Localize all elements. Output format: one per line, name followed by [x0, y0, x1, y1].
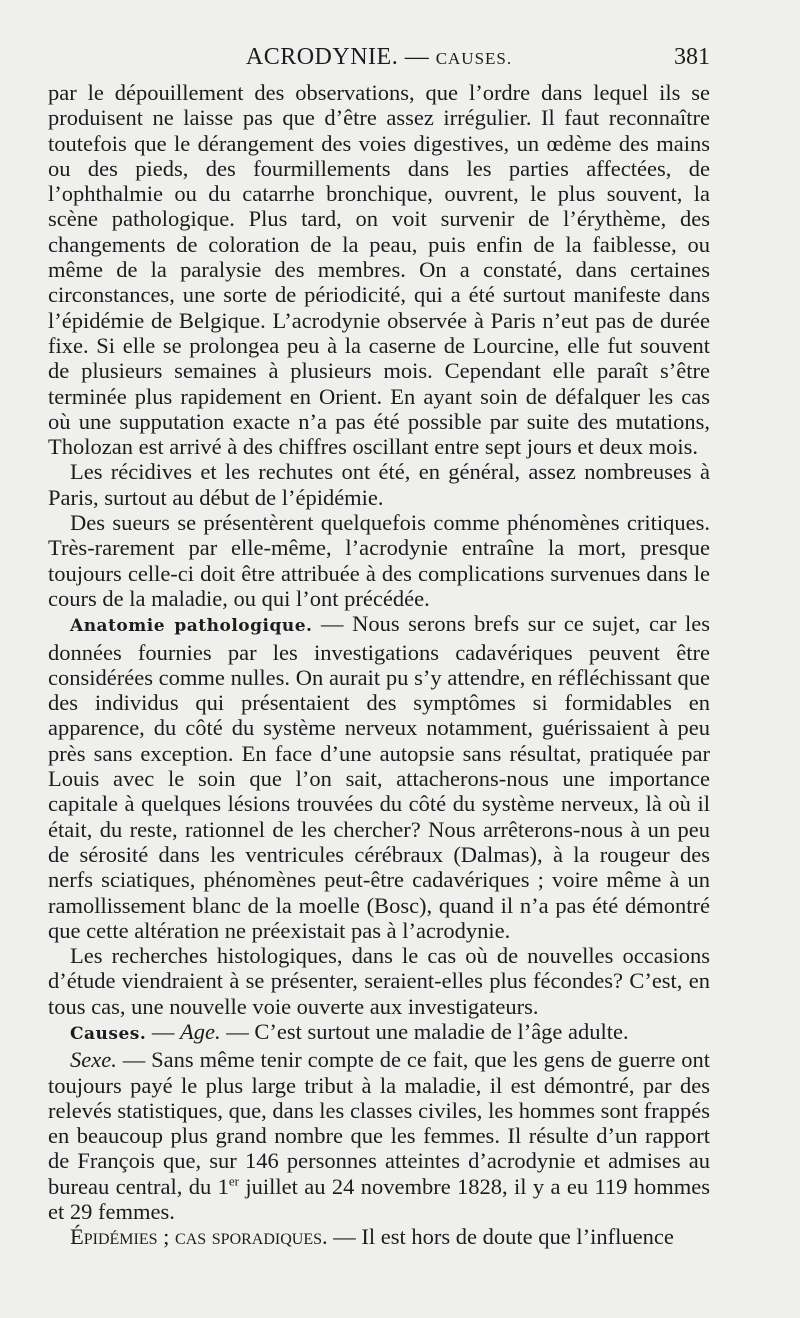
running-title-section: CAUSES.: [435, 49, 513, 68]
paragraph-causes: [48, 1019, 710, 1047]
epidemies-text: — Il est hors de doute que l’influence: [327, 1224, 674, 1250]
page-header: [48, 44, 710, 74]
sexe-text-1: — Sans même tenir compte de ce fait, que les gens de guerre ont toujours payé le plus large tribut à la maladie, il est démontré, par des relevés statistiques, que, dans les classes civiles, les hommes sont frappés en beaucoup plus grand nombre que les femmes. Il résulte d’un rapport de François que, sur 146 personnes atteintes d’acrodynie et admises au bureau central, du 1: [48, 1047, 710, 1199]
paragraph-sueurs: Des sueurs se présentèrent quelquefois comme phénomènes critiques. Très-rarement par elle-même, l’acrodynie entraîne la mort, presque toujours celle-ci doit être attribuée à des complications survenues dans le cours de la maladie, ou qui l’ont précédée.: [48, 510, 710, 611]
section-heading-anatomie: Anatomie pathologique.: [70, 616, 313, 637]
paragraph-epidemies: [48, 1224, 710, 1249]
sexe-text-2: juillet au 24 novembre 1828, il y a eu 119 hommes et 29 femmes.: [48, 1173, 710, 1225]
running-title: [48, 44, 710, 71]
paragraph-recidives: Les récidives et les rechutes ont été, en général, assez nombreuses à Paris, surtout au début de l’épidémie.: [48, 459, 710, 510]
causes-dash: —: [146, 1018, 181, 1044]
running-title-dash: —: [398, 44, 436, 70]
paragraph-anatomie: [48, 611, 710, 943]
age-text: — C’est surtout une maladie de l’âge adulte.: [220, 1018, 629, 1044]
page-number: 381: [674, 44, 710, 70]
section-heading-causes: Causes.: [70, 1023, 147, 1044]
paragraph-sexe: [48, 1047, 710, 1224]
running-title-main: ACRODYNIE.: [245, 44, 399, 70]
age-label: Age.: [180, 1018, 221, 1044]
epidemies-label: Épidémies ; cas sporadiques.: [70, 1224, 328, 1250]
paragraph-continuation: par le dépouillement des observations, que l’ordre dans lequel ils se produisent ne laisse pas que d’être assez irrégulier. Il faut reconnaître toutefois que le dérangement des voies digestives, un œdème des mains ou des pieds, des fourmillements dans les parties affectées, de l’ophthalmie ou du catarrhe bronchique, ouvrent, le plus souvent, la scène pathologique. Plus tard, on voit survenir de l’érythème, des changements de coloration de la peau, puis enfin de la faiblesse, ou même de la paralysie des membres. On a constaté, dans certaines circonstances, une sorte de périodicité, qui a été surtout manifeste dans l’épidémie de Belgique. L’acrodynie observée à Paris n’eut pas de durée fixe. Si elle se prolongea peu à la caserne de Lourcine, elle fut souvent de plusieurs semaines à plusieurs mois. Cependant elle paraît s’être terminée plus rapidement en Orient. En ayant soin de défalquer les cas où une supputation exacte n’a pas été possible par suite des mutations, Tholozan est arrivé à des chiffres oscillant entre sept jours et deux mois.: [48, 80, 710, 460]
body-text: [48, 80, 710, 1250]
sexe-label: Sexe.: [70, 1047, 117, 1073]
anatomie-text: — Nous serons brefs sur ce sujet, car les données fournies par les investigations cadavériques peuvent être considérées comme nulles. On aurait pu s’y attendre, en réfléchissant que des individus qui présentaient des symptômes si formidables en apparence, du côté du système nerveux notamment, guérissaient à peu près sans exception. En face d’une autopsie sans résultat, pratiquée par Louis avec le soin que l’on sait, attacherons-nous une importance capitale à quelques lésions trouvées du côté du système nerveux, là où il était, du reste, rationnel de les chercher? Nous arrêterons-nous à un peu de sérosité dans les ventricules cérébraux (Dalmas), à la rougeur des nerfs sciatiques, phénomènes peut-être cadavériques ; voire même à un ramollissement blanc de la moelle (Bosc), quand il n’a pas été démontré que cette altération ne préexistait pas à l’acrodynie.: [48, 611, 710, 943]
superscript-er: er: [228, 1173, 240, 1189]
paragraph-histologie: Les recherches histologiques, dans le cas où de nouvelles occasions d’étude viendraient à se présenter, seraient-elles plus fécondes? C’est, en tous cas, une nouvelle voie ouverte aux investigateurs.: [48, 943, 710, 1019]
